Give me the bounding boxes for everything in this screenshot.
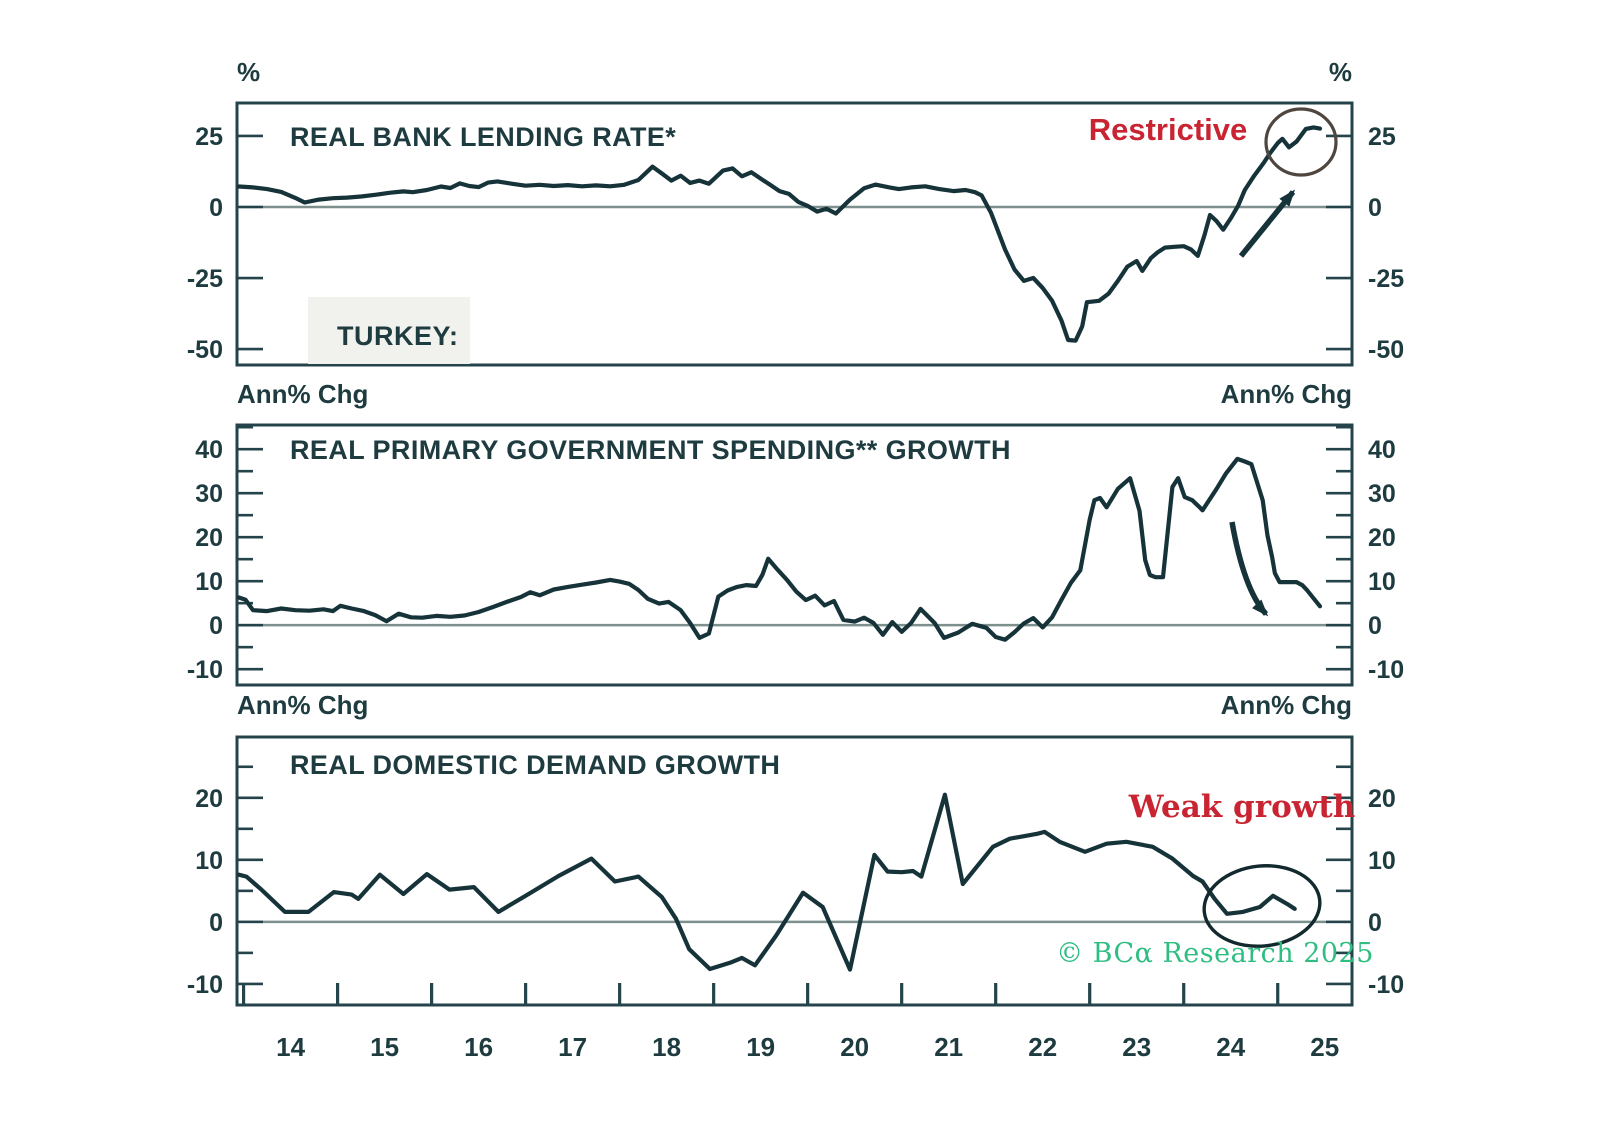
x-tick-label: 20: [840, 1032, 870, 1062]
country-label: TURKEY:: [337, 321, 459, 351]
y-tick-label-right: 0: [1368, 612, 1382, 641]
unit-label-top-left: %: [237, 57, 261, 87]
up-right-arrow: [1241, 192, 1293, 256]
x-tick-label: 15: [370, 1032, 400, 1062]
restrictive-annotation: Restrictive: [1088, 112, 1248, 147]
y-tick-label-left: -10: [186, 656, 223, 685]
y-tick-label-left: 0: [209, 194, 223, 223]
x-tick-label: 16: [464, 1032, 494, 1062]
weak-growth-annotation: Weak growth: [1128, 789, 1356, 825]
x-tick-label: 22: [1028, 1032, 1058, 1062]
panel-middle-title: REAL PRIMARY GOVERNMENT SPENDING** GROWTH: [290, 435, 1011, 465]
y-tick-label-right: 40: [1368, 436, 1396, 465]
x-tick-label: 18: [652, 1032, 682, 1062]
y-tick-label-left: -25: [186, 265, 223, 294]
y-tick-label-right: 25: [1368, 122, 1396, 151]
x-tick-label: 25: [1310, 1032, 1340, 1062]
y-tick-label-right: 0: [1368, 194, 1382, 223]
y-tick-label-right: -50: [1368, 336, 1405, 365]
y-tick-label-left: 10: [195, 846, 223, 875]
y-tick-label-left: 30: [195, 480, 223, 509]
x-tick-label: 24: [1216, 1032, 1246, 1062]
y-tick-label-right: -25: [1368, 265, 1405, 294]
x-tick-label: 21: [934, 1032, 964, 1062]
unit-label-middle-left: Ann% Chg: [237, 379, 369, 409]
y-tick-label-left: -50: [186, 336, 223, 365]
panel-top-title: REAL BANK LENDING RATE*: [290, 122, 677, 152]
y-tick-label-right: -10: [1368, 970, 1405, 999]
y-tick-label-right: 0: [1368, 908, 1382, 937]
x-tick-label: 14: [276, 1032, 306, 1062]
panel-2-dynamic: [187, 737, 1404, 1062]
y-tick-label-left: 10: [195, 568, 223, 597]
y-tick-label-left: -10: [186, 970, 223, 999]
unit-label-bottom-left: Ann% Chg: [237, 690, 369, 720]
watermark: © BCα Research 2025: [1056, 938, 1374, 969]
y-tick-label-right: 10: [1368, 568, 1396, 597]
y-tick-label-right: 20: [1368, 524, 1396, 553]
down-curved-arrow: [1232, 522, 1266, 614]
panel-bottom-title: REAL DOMESTIC DEMAND GROWTH: [290, 750, 781, 780]
y-tick-label-left: 25: [195, 122, 223, 151]
y-tick-label-right: 20: [1368, 784, 1396, 813]
x-tick-label: 19: [746, 1032, 776, 1062]
unit-label-bottom-right: Ann% Chg: [1220, 690, 1352, 720]
unit-label-middle-right: Ann% Chg: [1220, 379, 1352, 409]
y-tick-label-left: 40: [195, 436, 223, 465]
y-tick-label-right: 30: [1368, 480, 1396, 509]
y-tick-label-left: 20: [195, 784, 223, 813]
x-tick-label: 23: [1122, 1032, 1152, 1062]
x-tick-label: 17: [558, 1032, 588, 1062]
y-tick-label-right: 10: [1368, 846, 1396, 875]
series-line: [239, 459, 1320, 640]
y-tick-label-left: 0: [209, 612, 223, 641]
y-tick-label-right: -10: [1368, 656, 1405, 685]
y-tick-label-left: 20: [195, 524, 223, 553]
unit-label-top-right: %: [1328, 57, 1352, 87]
y-tick-label-left: 0: [209, 908, 223, 937]
